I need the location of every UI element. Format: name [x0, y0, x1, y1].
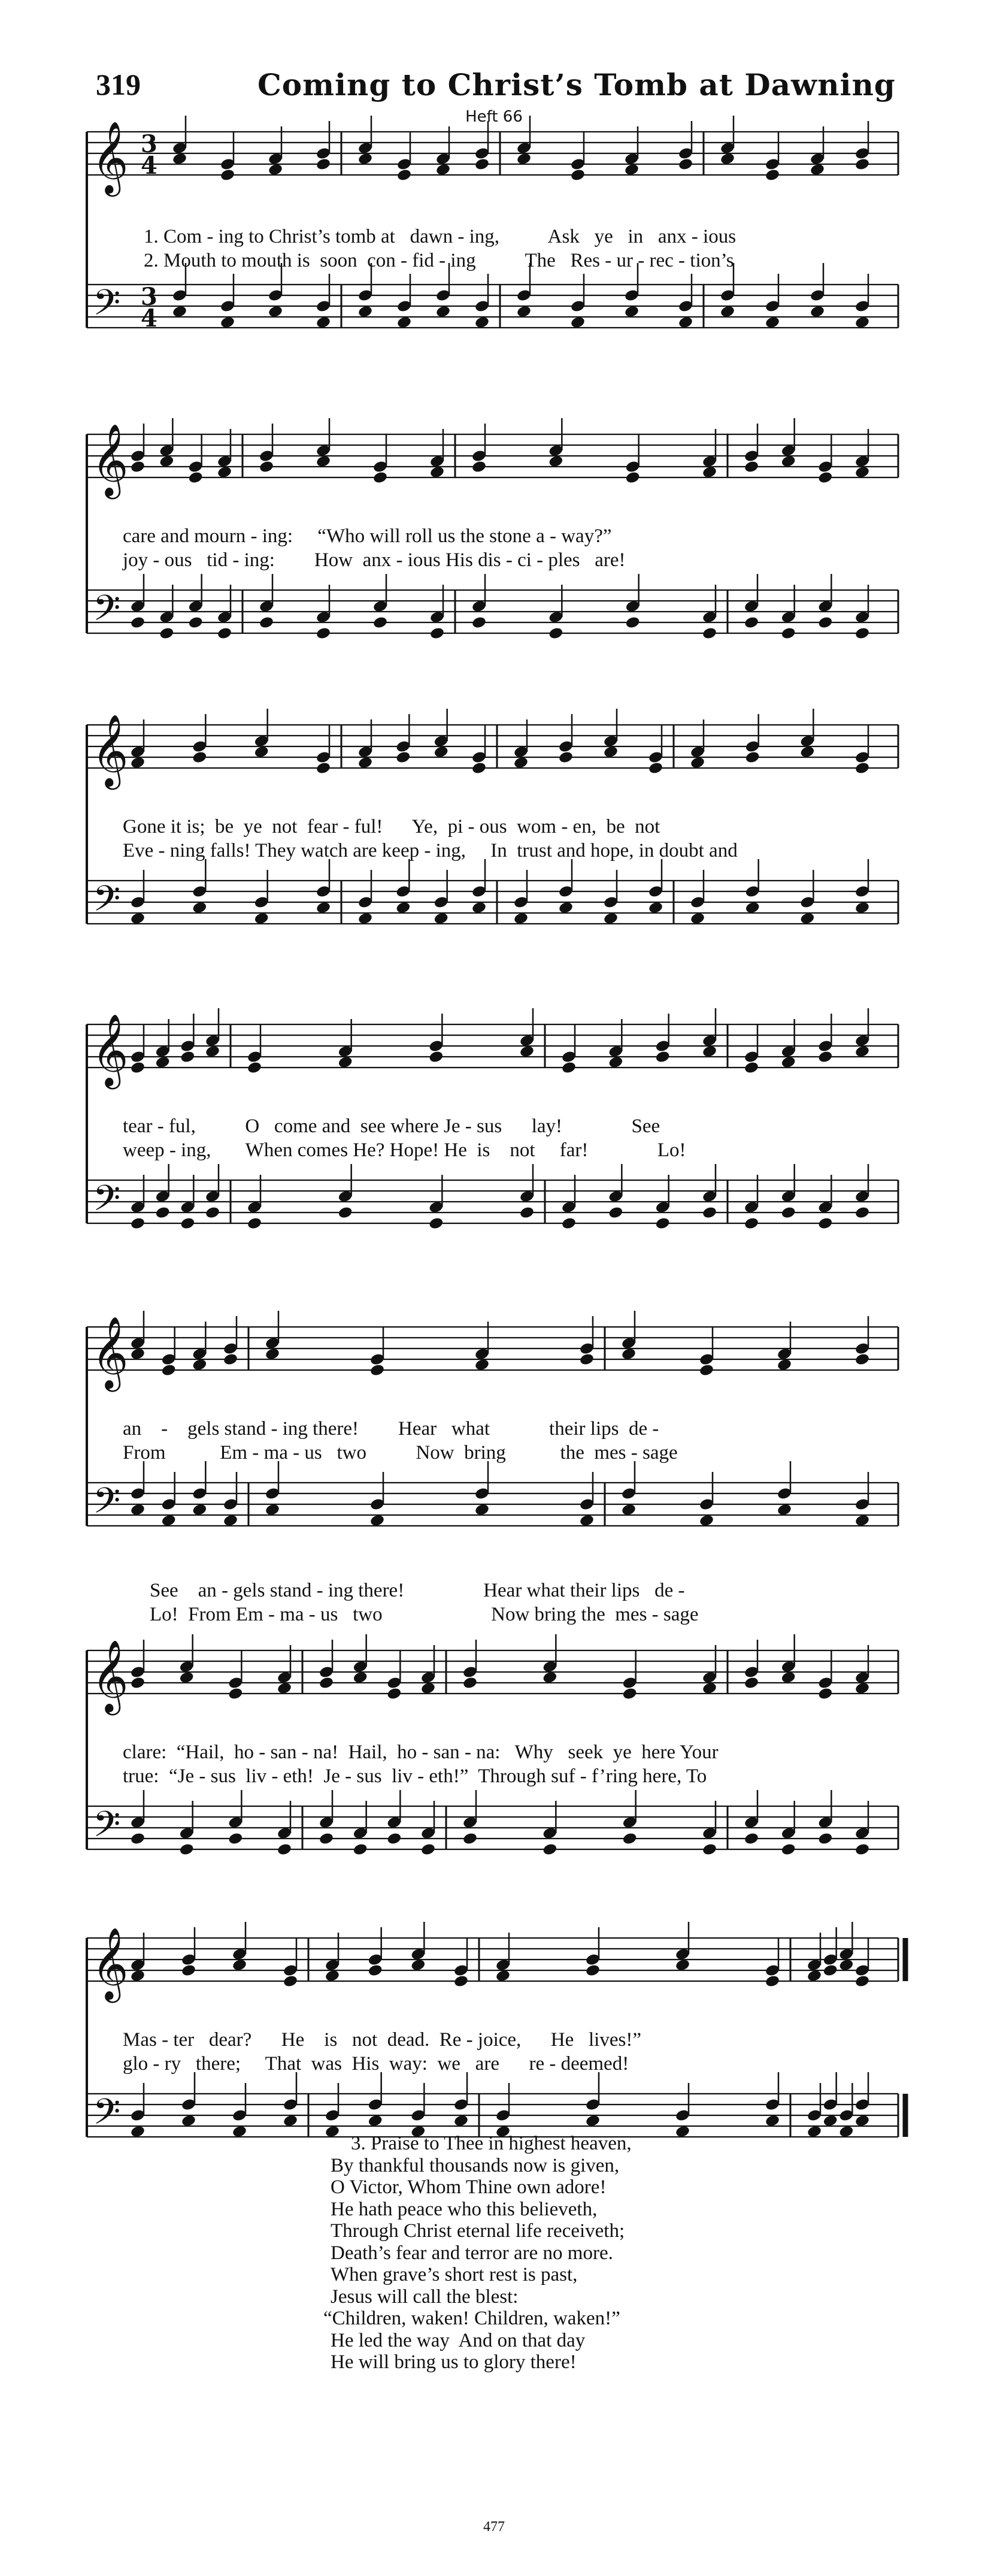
- note-head: [130, 1061, 146, 1075]
- note-head: [474, 316, 490, 329]
- note-head: [471, 616, 487, 630]
- note-head: [188, 471, 204, 485]
- note-head: [254, 912, 269, 926]
- note-head: [429, 627, 445, 640]
- note-head: [180, 1217, 195, 1230]
- note-head: [180, 1050, 195, 1064]
- note-head: [161, 1363, 177, 1377]
- note-head: [277, 1682, 292, 1695]
- note-head: [474, 158, 490, 171]
- note-head: [854, 1843, 870, 1857]
- bass-clef: 𝄢: [93, 1480, 121, 1530]
- note-head: [699, 1363, 714, 1377]
- note-head: [516, 152, 532, 166]
- note-head: [316, 761, 331, 775]
- note-head: [179, 1843, 195, 1857]
- note-head: [232, 1958, 247, 1972]
- treble-clef: 𝄞: [92, 423, 129, 496]
- note-head: [386, 1687, 402, 1701]
- note-head: [608, 1206, 623, 1220]
- note-head: [435, 163, 451, 177]
- note-head: [854, 1206, 870, 1220]
- source-reference: Heft 66: [465, 108, 523, 126]
- note-head: [655, 1050, 671, 1064]
- note-head: [453, 1975, 469, 1988]
- note-head: [744, 1061, 759, 1075]
- note-head: [823, 1964, 838, 1978]
- note-head: [854, 158, 870, 171]
- note-head: [372, 616, 388, 630]
- note-head: [513, 756, 529, 770]
- note-head: [316, 901, 331, 915]
- lyric-line: From Em - ma - us two Now bring the mes - sage: [123, 1442, 678, 1464]
- bass-lyric-line: See an - gels stand - ing there! Hear what their lips de -: [150, 1580, 685, 1601]
- note-head: [817, 1687, 833, 1701]
- note-head: [130, 1217, 146, 1230]
- note-head: [396, 316, 412, 329]
- note-head: [765, 2114, 780, 2128]
- note-head: [561, 1061, 577, 1075]
- note-head: [603, 745, 619, 759]
- note-head: [316, 455, 331, 468]
- treble-clef: 𝄞: [92, 1927, 129, 2000]
- note-head: [434, 912, 449, 926]
- page-number: 477: [483, 2519, 505, 2535]
- note-head: [817, 471, 833, 485]
- note-head: [338, 1206, 353, 1220]
- note-head: [745, 901, 760, 915]
- note-head: [338, 1056, 353, 1069]
- note-head: [155, 1206, 171, 1220]
- note-head: [428, 1050, 444, 1064]
- note-head: [744, 1217, 759, 1230]
- note-head: [608, 1056, 623, 1069]
- note-head: [519, 1045, 535, 1059]
- note-head: [548, 627, 563, 640]
- note-head: [702, 627, 717, 640]
- note-head: [548, 455, 563, 468]
- lyric-line: care and mourn - ing: “Who will roll us the stone a - way?”: [123, 525, 612, 547]
- note-head: [316, 627, 331, 640]
- note-head: [810, 305, 825, 319]
- note-head: [369, 1363, 385, 1377]
- note-head: [396, 168, 412, 182]
- note-head: [854, 2114, 870, 2128]
- note-head: [369, 1514, 385, 1528]
- note-head: [192, 751, 207, 764]
- note-head: [781, 1056, 796, 1069]
- note-head: [823, 2114, 838, 2128]
- note-head: [130, 616, 146, 630]
- bass-lyric-line: Lo! From Em - ma - us two Now bring the mes - sage: [150, 1604, 699, 1625]
- note-head: [130, 460, 146, 474]
- note-head: [702, 465, 717, 479]
- note-head: [220, 316, 235, 329]
- note-head: [130, 1676, 146, 1690]
- note-head: [161, 1514, 177, 1528]
- note-head: [205, 1045, 220, 1059]
- lyric-line: an - gels stand - ing there! Hear what their lips de -: [123, 1418, 659, 1440]
- note-head: [130, 1503, 146, 1517]
- note-head: [810, 163, 825, 177]
- note-head: [325, 1969, 340, 1983]
- note-head: [838, 2125, 854, 2139]
- note-head: [854, 465, 870, 479]
- note-head: [435, 305, 451, 319]
- note-head: [516, 305, 532, 319]
- note-head: [254, 745, 269, 759]
- note-head: [561, 1217, 577, 1230]
- note-head: [265, 1347, 280, 1361]
- note-head: [357, 305, 373, 319]
- note-head: [838, 1958, 854, 1972]
- note-head: [624, 163, 640, 177]
- note-head: [807, 2125, 822, 2139]
- note-head: [220, 168, 235, 182]
- note-head: [765, 1975, 780, 1988]
- lyric-line: weep - ing, When comes He? Hope! He is not far! Lo!: [123, 1139, 686, 1161]
- note-head: [181, 1964, 196, 1978]
- note-head: [702, 1843, 717, 1857]
- verse-line: He led the way And on that day: [331, 2329, 586, 2351]
- bass-clef: 𝄢: [93, 587, 121, 637]
- note-head: [410, 1958, 426, 1972]
- note-head: [130, 2125, 146, 2139]
- note-head: [624, 305, 640, 319]
- note-head: [648, 901, 663, 915]
- hymn-number: 319: [96, 68, 141, 101]
- note-head: [316, 158, 331, 171]
- note-head: [357, 756, 373, 770]
- note-head: [781, 455, 796, 468]
- treble-clef: 𝄞: [92, 1639, 129, 1712]
- bass-clef: 𝄢: [93, 878, 121, 928]
- note-head: [217, 465, 232, 479]
- note-head: [428, 1217, 444, 1230]
- note-head: [781, 1671, 796, 1685]
- note-head: [558, 751, 574, 764]
- note-head: [648, 761, 663, 775]
- note-head: [744, 1832, 759, 1846]
- note-head: [854, 316, 870, 329]
- note-head: [720, 152, 735, 166]
- note-head: [702, 1206, 717, 1220]
- note-head: [192, 901, 207, 915]
- note-head: [817, 1832, 833, 1846]
- note-head: [159, 455, 174, 468]
- note-head: [655, 1217, 671, 1230]
- note-head: [159, 627, 174, 640]
- note-head: [621, 1503, 637, 1517]
- note-head: [353, 1671, 368, 1685]
- note-head: [570, 168, 586, 182]
- note-head: [570, 316, 586, 329]
- verse-line: O Victor, Whom Thine own adore!: [331, 2176, 607, 2198]
- note-head: [192, 1503, 207, 1517]
- note-head: [781, 1843, 796, 1857]
- treble-clef: 𝄞: [92, 120, 129, 193]
- verse-line: Through Christ eternal life receiveth;: [331, 2220, 625, 2242]
- note-head: [395, 751, 411, 764]
- bass-clef: 𝄢: [93, 2091, 121, 2141]
- note-head: [268, 305, 283, 319]
- note-head: [854, 901, 870, 915]
- note-head: [817, 616, 833, 630]
- note-head: [217, 627, 232, 640]
- note-head: [702, 1045, 717, 1059]
- note-head: [155, 1056, 171, 1069]
- verse-line: He hath peace who this believeth,: [331, 2198, 598, 2220]
- note-head: [268, 163, 283, 177]
- note-head: [462, 1676, 478, 1690]
- lyric-line: Mas - ter dear? He is not dead. Re - joice, He lives!”: [123, 2029, 641, 2051]
- note-head: [799, 912, 815, 926]
- note-head: [319, 1832, 334, 1846]
- note-head: [744, 460, 759, 474]
- lyric-line: Eve - ning falls! They watch are keep - ing, In trust and hope, in doubt and: [123, 840, 738, 861]
- note-head: [319, 1676, 334, 1690]
- note-head: [678, 316, 693, 329]
- note-head: [495, 1969, 511, 1983]
- note-head: [765, 168, 780, 182]
- time-signature-bottom: 4: [141, 304, 157, 332]
- verse-line: 3. Praise to Thee in highest heaven,: [351, 2133, 632, 2154]
- note-head: [781, 1206, 796, 1220]
- note-head: [259, 616, 274, 630]
- note-head: [542, 1671, 557, 1685]
- verse-line: “Children, waken! Children, waken!”: [323, 2308, 620, 2329]
- verse-line: By thankful thousands now is given,: [331, 2154, 620, 2176]
- note-head: [777, 1503, 792, 1517]
- note-head: [420, 1682, 436, 1695]
- note-head: [585, 2114, 601, 2128]
- lyric-line: joy - ous tid - ing: How anx - ious His dis - ci - ples are!: [123, 549, 626, 571]
- note-head: [172, 152, 187, 166]
- treble-clef: 𝄞: [92, 1316, 129, 1389]
- time-signature-top: 3: [141, 283, 157, 311]
- verse-line: He will bring us to glory there!: [331, 2351, 577, 2373]
- note-head: [283, 1975, 298, 1988]
- note-head: [854, 1353, 870, 1366]
- note-head: [625, 471, 641, 485]
- note-head: [817, 1050, 833, 1064]
- note-head: [357, 912, 373, 926]
- note-head: [854, 627, 870, 640]
- note-head: [777, 1358, 792, 1372]
- note-head: [854, 761, 870, 775]
- lyric-line: tear - ful, O come and see where Je - sus lay! See: [123, 1115, 660, 1137]
- note-head: [471, 901, 487, 915]
- note-head: [277, 1843, 292, 1857]
- note-head: [744, 616, 759, 630]
- verse-line: When grave’s short rest is past,: [331, 2264, 578, 2285]
- lyric-line: true: “Je - sus liv - eth! Je - sus liv - eth!” Through suf - f’ring here, To: [123, 1765, 707, 1787]
- note-head: [192, 1358, 207, 1372]
- note-head: [130, 756, 146, 770]
- note-head: [542, 1843, 557, 1857]
- note-head: [854, 1975, 870, 1988]
- note-head: [130, 1969, 146, 1983]
- note-head: [702, 1682, 717, 1695]
- verse-line: Jesus will call the blest:: [331, 2285, 519, 2308]
- note-head: [675, 1958, 690, 1972]
- note-head: [699, 1514, 714, 1528]
- bass-clef: 𝄢: [93, 1177, 121, 1227]
- note-head: [519, 1206, 535, 1220]
- note-head: [471, 460, 487, 474]
- note-head: [579, 1353, 595, 1366]
- note-head: [386, 1832, 402, 1846]
- note-head: [622, 1687, 638, 1701]
- note-head: [130, 1347, 146, 1361]
- note-head: [621, 1347, 637, 1361]
- note-head: [471, 761, 487, 775]
- note-head: [353, 1843, 368, 1857]
- note-head: [368, 2114, 383, 2128]
- lyric-line: clare: “Hail, ho - san - na! Hail, ho - san - na: Why seek ye here Your: [123, 1741, 719, 1763]
- note-head: [130, 1832, 146, 1846]
- note-head: [585, 1964, 601, 1978]
- bass-clef: 𝄢: [93, 1803, 121, 1854]
- note-head: [678, 158, 693, 171]
- verse-three: [323, 2133, 802, 2374]
- note-head: [603, 912, 619, 926]
- note-head: [434, 745, 449, 759]
- note-head: [247, 1061, 262, 1075]
- note-head: [228, 1832, 243, 1846]
- note-head: [462, 1832, 478, 1846]
- note-head: [765, 316, 780, 329]
- note-head: [474, 1503, 490, 1517]
- note-head: [690, 756, 705, 770]
- note-head: [223, 1514, 238, 1528]
- note-head: [513, 912, 529, 926]
- lyric-line: glo - ry there; That was His way: we are re - deemed!: [123, 2053, 629, 2075]
- note-head: [205, 1206, 220, 1220]
- lyric-line: 1. Com - ing to Christ’s tomb at dawn - ing, Ask ye in anx - ious: [144, 226, 737, 247]
- treble-clef: 𝄞: [92, 1013, 129, 1086]
- lyric-line: Gone it is; be ye not fear - ful! Ye, pi - ous wom - en, be not: [123, 816, 660, 837]
- note-head: [368, 1964, 383, 1978]
- note-head: [854, 1045, 870, 1059]
- note-head: [228, 1687, 243, 1701]
- note-head: [781, 627, 796, 640]
- note-head: [265, 1503, 280, 1517]
- note-head: [420, 1843, 436, 1857]
- note-head: [558, 901, 574, 915]
- note-head: [579, 1514, 595, 1528]
- note-head: [223, 1353, 238, 1366]
- note-head: [179, 1671, 195, 1685]
- note-head: [247, 1217, 262, 1230]
- note-head: [453, 2114, 469, 2128]
- treble-clef: 𝄞: [92, 713, 129, 787]
- note-head: [690, 912, 705, 926]
- note-head: [622, 1832, 638, 1846]
- note-head: [372, 471, 388, 485]
- note-head: [854, 1682, 870, 1695]
- verse-line: Death’s fear and terror are no more.: [331, 2242, 613, 2264]
- note-head: [854, 1514, 870, 1528]
- note-head: [744, 1676, 759, 1690]
- note-head: [172, 305, 187, 319]
- note-head: [720, 305, 735, 319]
- note-head: [259, 460, 274, 474]
- note-head: [807, 1969, 822, 1983]
- note-head: [395, 901, 411, 915]
- note-head: [474, 1358, 490, 1372]
- note-head: [799, 745, 815, 759]
- note-head: [130, 912, 146, 926]
- note-head: [188, 616, 204, 630]
- note-head: [429, 465, 445, 479]
- bass-clef: 𝄢: [93, 282, 121, 332]
- time-signature-top: 3: [141, 130, 157, 158]
- note-head: [181, 2114, 196, 2128]
- note-head: [625, 616, 641, 630]
- lyric-line: 2. Mouth to mouth is soon con - fid - ing The Res - ur - rec - tion’s: [144, 250, 734, 271]
- time-signature-bottom: 4: [141, 152, 157, 180]
- note-head: [316, 316, 331, 329]
- note-head: [745, 751, 760, 764]
- note-head: [232, 2125, 247, 2139]
- note-head: [357, 152, 373, 166]
- note-head: [283, 2114, 298, 2128]
- hymn-title: Coming to Christ’s Tomb at Dawning: [257, 67, 896, 102]
- note-head: [817, 1217, 833, 1230]
